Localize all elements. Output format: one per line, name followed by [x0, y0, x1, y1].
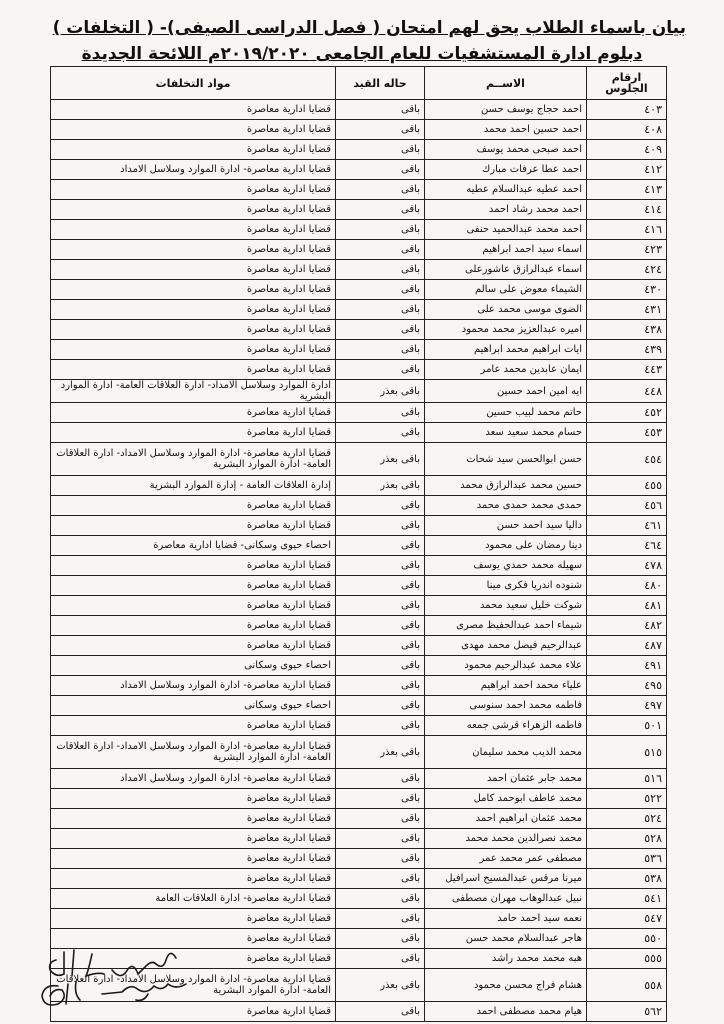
- table-row: [51, 736, 667, 769]
- table-row: [51, 320, 667, 340]
- cell-status: باقى: [336, 769, 425, 789]
- cell-name: شوكت خليل سعيد محمد: [425, 596, 587, 616]
- cell-subjects: قضايا ادارية معاصرة- ادارة الموارد وسلاسل الامداد- ادارة العلاقات العامة- ادارة الموارد البشرية: [51, 969, 336, 1002]
- cell-subjects: قضايا ادارية معاصرة: [51, 200, 336, 220]
- cell-status: باقى: [336, 909, 425, 929]
- cell-subjects: قضايا ادارية معاصرة: [51, 1002, 336, 1022]
- table-row: [51, 849, 667, 869]
- cell-name: ايات ابراهيم محمد ابراهيم: [425, 340, 587, 360]
- cell-seat: ٤٠٨: [587, 120, 667, 140]
- table-row: [51, 100, 667, 120]
- cell-status: باقى: [336, 849, 425, 869]
- cell-name: اميره عبدالعزيز محمد محمود: [425, 320, 587, 340]
- table-row: [51, 889, 667, 909]
- cell-subjects: قضايا ادارية معاصرة: [51, 120, 336, 140]
- cell-status: باقى: [336, 100, 425, 120]
- cell-name: احمد صبحى محمد يوسف: [425, 140, 587, 160]
- table-row: [51, 909, 667, 929]
- table-row: [51, 809, 667, 829]
- table-row: [51, 516, 667, 536]
- cell-name: عبدالرحيم فيصل محمد مهدى: [425, 636, 587, 656]
- table-row: [51, 120, 667, 140]
- cell-seat: ٤٨٠: [587, 576, 667, 596]
- cell-status: باقى: [336, 1002, 425, 1022]
- cell-name: شنوده اندريا فكرى مينا: [425, 576, 587, 596]
- cell-subjects: قضايا ادارية معاصرة: [51, 556, 336, 576]
- cell-name: حسين محمد عبدالرازق محمد: [425, 476, 587, 496]
- table-row: [51, 140, 667, 160]
- cell-status: باقى: [336, 636, 425, 656]
- cell-status: باقى بعذر: [336, 736, 425, 769]
- cell-subjects: قضايا ادارية معاصرة: [51, 403, 336, 423]
- cell-name: احمد عطا عرفات مبارك: [425, 160, 587, 180]
- cell-subjects: احصاء حيوى وسكانى- قضايا ادارية معاصرة: [51, 536, 336, 556]
- cell-subjects: قضايا ادارية معاصرة: [51, 789, 336, 809]
- table-row: [51, 423, 667, 443]
- cell-status: باقى: [336, 200, 425, 220]
- cell-seat: ٤٩٧: [587, 696, 667, 716]
- table-row: [51, 300, 667, 320]
- cell-status: باقى: [336, 140, 425, 160]
- cell-seat: ٥٥٨: [587, 969, 667, 1002]
- table-row: [51, 340, 667, 360]
- cell-name: احمد محمد رشاد احمد: [425, 200, 587, 220]
- cell-subjects: قضايا ادارية معاصرة: [51, 100, 336, 120]
- cell-subjects: قضايا ادارية معاصرة: [51, 869, 336, 889]
- table-body: [51, 100, 667, 1022]
- table-row: [51, 240, 667, 260]
- cell-seat: ٤١٦: [587, 220, 667, 240]
- cell-status: باقى: [336, 240, 425, 260]
- cell-seat: ٤٥٥: [587, 476, 667, 496]
- cell-subjects: قضايا ادارية معاصرة: [51, 496, 336, 516]
- cell-name: ايمان عابدين محمد عامر: [425, 360, 587, 380]
- cell-name: داليا سيد احمد حسن: [425, 516, 587, 536]
- table-row: [51, 476, 667, 496]
- cell-name: محمد عاطف ابوحمد كامل: [425, 789, 587, 809]
- cell-status: باقى: [336, 616, 425, 636]
- table-row: [51, 576, 667, 596]
- cell-status: باقى: [336, 496, 425, 516]
- cell-name: محمد عثمان ابراهيم احمد: [425, 809, 587, 829]
- cell-subjects: قضايا ادارية معاصرة- ادارة الموارد وسلاسل الامداد: [51, 160, 336, 180]
- cell-seat: ٤٤٣: [587, 360, 667, 380]
- table-row: [51, 769, 667, 789]
- cell-subjects: قضايا ادارية معاصرة: [51, 929, 336, 949]
- cell-status: باقى: [336, 340, 425, 360]
- cell-subjects: قضايا ادارية معاصرة: [51, 340, 336, 360]
- table-row: [51, 360, 667, 380]
- column-header-name: الاســم: [425, 67, 587, 100]
- cell-seat: ٤٨١: [587, 596, 667, 616]
- cell-status: باقى: [336, 656, 425, 676]
- cell-name: هاجر عبدالسلام محمد حسن: [425, 929, 587, 949]
- cell-status: باقى: [336, 696, 425, 716]
- cell-subjects: قضايا ادارية معاصرة- ادارة الموارد وسلاسل الامداد- ادارة العلاقات العامة- ادارة الموارد البشرية: [51, 443, 336, 476]
- cell-seat: ٥٣٦: [587, 849, 667, 869]
- table-row: [51, 596, 667, 616]
- cell-subjects: قضايا ادارية معاصرة: [51, 180, 336, 200]
- table-row: [51, 536, 667, 556]
- cell-name: شيماء احمد عبدالحفيظ مصرى: [425, 616, 587, 636]
- cell-subjects: قضايا ادارية معاصرة- ادارة الموارد وسلاسل الامداد: [51, 676, 336, 696]
- table-row: [51, 716, 667, 736]
- cell-seat: ٥٢٨: [587, 829, 667, 849]
- cell-name: هشام فراج محسن محمود: [425, 969, 587, 1002]
- cell-name: محمد جابر عثمان احمد: [425, 769, 587, 789]
- cell-subjects: قضايا ادارية معاصرة: [51, 576, 336, 596]
- cell-name: حسن ابوالحسن سيد شحات: [425, 443, 587, 476]
- table-row: [51, 676, 667, 696]
- cell-status: باقى: [336, 536, 425, 556]
- cell-seat: ٤٥٦: [587, 496, 667, 516]
- table-row: [51, 260, 667, 280]
- cell-seat: ٤١٣: [587, 180, 667, 200]
- cell-name: الضوى موسى محمد على: [425, 300, 587, 320]
- table-row: [51, 280, 667, 300]
- cell-subjects: قضايا ادارية معاصرة: [51, 516, 336, 536]
- table-row: [51, 556, 667, 576]
- table-header-row: [51, 67, 667, 100]
- cell-name: فاطمه الزهراء قرشى جمعه: [425, 716, 587, 736]
- cell-name: الشيماء معوض على سالم: [425, 280, 587, 300]
- cell-subjects: قضايا ادارية معاصرة: [51, 320, 336, 340]
- cell-seat: ٥٣٨: [587, 869, 667, 889]
- cell-name: احمد حجاج يوسف حسن: [425, 100, 587, 120]
- cell-name: اسماء سيد احمد ابراهيم: [425, 240, 587, 260]
- table-row: [51, 636, 667, 656]
- table-row: [51, 696, 667, 716]
- cell-status: باقى: [336, 929, 425, 949]
- cell-seat: ٤٨٢: [587, 616, 667, 636]
- cell-subjects: قضايا ادارية معاصرة: [51, 949, 336, 969]
- cell-status: باقى: [336, 403, 425, 423]
- cell-status: باقى: [336, 789, 425, 809]
- students-table: [50, 66, 667, 1022]
- table-row: [51, 220, 667, 240]
- cell-status: باقى: [336, 180, 425, 200]
- cell-name: اسماء عبدالرازق عاشورعلى: [425, 260, 587, 280]
- cell-subjects: قضايا ادارية معاصرة- ادارة الموارد وسلاسل الامداد- ادارة العلاقات العامة- ادارة الموارد البشرية: [51, 736, 336, 769]
- cell-seat: ٤٨٧: [587, 636, 667, 656]
- cell-name: حاتم محمد لبيب حسين: [425, 403, 587, 423]
- handwritten-signature: [28, 940, 198, 1020]
- cell-seat: ٤٩٥: [587, 676, 667, 696]
- cell-subjects: قضايا ادارية معاصرة: [51, 423, 336, 443]
- cell-name: محمد الديب محمد سليمان: [425, 736, 587, 769]
- cell-seat: ٥٦٢: [587, 1002, 667, 1022]
- table-row: [51, 403, 667, 423]
- cell-name: مصطفى عمر محمد عمر: [425, 849, 587, 869]
- cell-status: باقى: [336, 360, 425, 380]
- cell-status: باقى: [336, 949, 425, 969]
- cell-name: ميرنا مرقس عبدالمسيح اسرافيل: [425, 869, 587, 889]
- cell-name: نعمه سيد احمد حامد: [425, 909, 587, 929]
- cell-seat: ٤١٢: [587, 160, 667, 180]
- table-row: [51, 200, 667, 220]
- cell-status: باقى: [336, 423, 425, 443]
- cell-name: علاء محمد عبدالرحيم محمود: [425, 656, 587, 676]
- cell-subjects: قضايا ادارية معاصرة: [51, 809, 336, 829]
- cell-subjects: قضايا ادارية معاصرة: [51, 260, 336, 280]
- cell-name: فاطمه محمد احمد سنوسى: [425, 696, 587, 716]
- cell-status: باقى: [336, 556, 425, 576]
- cell-seat: ٥٢٢: [587, 789, 667, 809]
- cell-name: دينا رمضان على محمود: [425, 536, 587, 556]
- table-row: [51, 180, 667, 200]
- cell-subjects: قضايا ادارية معاصرة: [51, 829, 336, 849]
- cell-subjects: قضايا ادارية معاصرة: [51, 280, 336, 300]
- cell-seat: ٥٤١: [587, 889, 667, 909]
- cell-seat: ٤٦٤: [587, 536, 667, 556]
- cell-seat: ٥٥٠: [587, 929, 667, 949]
- cell-status: باقى بعذر: [336, 380, 425, 403]
- cell-status: باقى: [336, 516, 425, 536]
- cell-subjects: قضايا ادارية معاصرة: [51, 636, 336, 656]
- cell-status: باقى بعذر: [336, 476, 425, 496]
- cell-seat: ٥٥٥: [587, 949, 667, 969]
- cell-name: حمدى محمد حمدى محمد: [425, 496, 587, 516]
- cell-subjects: قضايا ادارية معاصرة: [51, 596, 336, 616]
- cell-name: سهيله محمد حمدي يوسف: [425, 556, 587, 576]
- cell-subjects: قضايا ادارية معاصرة: [51, 716, 336, 736]
- cell-status: باقى: [336, 829, 425, 849]
- document-title: بيان باسماء الطلاب يحق لهم امتحان ( فصل الدراسى الصيفى)- ( التخلفات ): [52, 18, 686, 38]
- cell-seat: ٥١٦: [587, 769, 667, 789]
- cell-name: علياء محمد احمد ابراهيم: [425, 676, 587, 696]
- cell-status: باقى: [336, 120, 425, 140]
- cell-seat: ٥٠١: [587, 716, 667, 736]
- cell-seat: ٤٣١: [587, 300, 667, 320]
- cell-status: باقى: [336, 596, 425, 616]
- cell-seat: ٤٠٣: [587, 100, 667, 120]
- cell-seat: ٤٤٨: [587, 380, 667, 403]
- cell-subjects: قضايا ادارية معاصرة: [51, 360, 336, 380]
- column-header-subjects: مواد التخلفات: [51, 67, 336, 100]
- cell-subjects: قضايا ادارية معاصرة- ادارة الموارد وسلاسل الامداد: [51, 769, 336, 789]
- table-row: [51, 656, 667, 676]
- cell-status: باقى: [336, 280, 425, 300]
- cell-subjects: ادارة الموارد وسلاسل الامداد- ادارة العلاقات العامة- ادارة الموارد البشرية: [51, 380, 336, 403]
- cell-subjects: قضايا ادارية معاصرة: [51, 220, 336, 240]
- cell-subjects: احصاء حيوى وسكانى: [51, 656, 336, 676]
- table-row: [51, 380, 667, 403]
- cell-subjects: قضايا ادارية معاصرة: [51, 300, 336, 320]
- cell-seat: ٤٣٨: [587, 320, 667, 340]
- cell-name: احمد عطيه عبدالسلام عطيه: [425, 180, 587, 200]
- cell-status: باقى: [336, 809, 425, 829]
- cell-seat: ٤٠٩: [587, 140, 667, 160]
- cell-seat: ٥٤٧: [587, 909, 667, 929]
- cell-status: باقى: [336, 869, 425, 889]
- cell-status: باقى: [336, 676, 425, 696]
- cell-seat: ٤٥٢: [587, 403, 667, 423]
- cell-status: باقى: [336, 716, 425, 736]
- cell-name: حسام محمد سعيد سعد: [425, 423, 587, 443]
- cell-seat: ٤٦١: [587, 516, 667, 536]
- cell-name: احمد محمد عبدالحميد حنفى: [425, 220, 587, 240]
- table-row: [51, 443, 667, 476]
- cell-status: باقى: [336, 220, 425, 240]
- cell-seat: ٤٣٠: [587, 280, 667, 300]
- cell-name: ايه امين احمد حسين: [425, 380, 587, 403]
- cell-seat: ٤٧٨: [587, 556, 667, 576]
- cell-seat: ٤٢٣: [587, 240, 667, 260]
- cell-seat: ٤١٤: [587, 200, 667, 220]
- cell-seat: ٤٩١: [587, 656, 667, 676]
- cell-subjects: قضايا ادارية معاصرة: [51, 240, 336, 260]
- cell-seat: ٤٥٤: [587, 443, 667, 476]
- table-row: [51, 869, 667, 889]
- cell-name: محمد نصرالدين محمد محمد: [425, 829, 587, 849]
- cell-seat: ٥١٥: [587, 736, 667, 769]
- cell-status: باقى: [336, 300, 425, 320]
- cell-seat: ٥٢٤: [587, 809, 667, 829]
- column-header-status: حاله القيد: [336, 67, 425, 100]
- table-row: [51, 789, 667, 809]
- column-header-seat: ارقام الجلوس: [587, 67, 667, 100]
- cell-subjects: إدارة العلاقات العامة - إدارة الموارد البشرية: [51, 476, 336, 496]
- cell-subjects: قضايا ادارية معاصرة: [51, 909, 336, 929]
- cell-status: باقى بعذر: [336, 443, 425, 476]
- cell-subjects: قضايا ادارية معاصرة: [51, 849, 336, 869]
- cell-status: باقى: [336, 889, 425, 909]
- cell-status: باقى: [336, 320, 425, 340]
- cell-name: نبيل عبدالوهاب مهران مصطفى: [425, 889, 587, 909]
- cell-subjects: قضايا ادارية معاصرة: [51, 140, 336, 160]
- document-subtitle: دبلوم ادارة المستشفيات للعام الجامعى ٢٠١٩/٢٠٢٠م اللائحة الجديدة: [81, 44, 643, 64]
- cell-status: باقى بعذر: [336, 969, 425, 1002]
- cell-name: هيام محمد مصطفى احمد: [425, 1002, 587, 1022]
- table-row: [51, 616, 667, 636]
- cell-subjects: قضايا ادارية معاصرة: [51, 616, 336, 636]
- cell-status: باقى: [336, 576, 425, 596]
- cell-seat: ٤٢٤: [587, 260, 667, 280]
- table-row: [51, 829, 667, 849]
- cell-status: باقى: [336, 260, 425, 280]
- cell-subjects: قضايا ادارية معاصرة- ادارة العلاقات العامة: [51, 889, 336, 909]
- table-row: [51, 496, 667, 516]
- cell-status: باقى: [336, 160, 425, 180]
- cell-name: هبه محمد محمد راشد: [425, 949, 587, 969]
- cell-seat: ٤٥٣: [587, 423, 667, 443]
- table-row: [51, 160, 667, 180]
- cell-seat: ٤٣٩: [587, 340, 667, 360]
- cell-subjects: احصاء حيوى وسكانى: [51, 696, 336, 716]
- cell-name: احمد حسين احمد محمد: [425, 120, 587, 140]
